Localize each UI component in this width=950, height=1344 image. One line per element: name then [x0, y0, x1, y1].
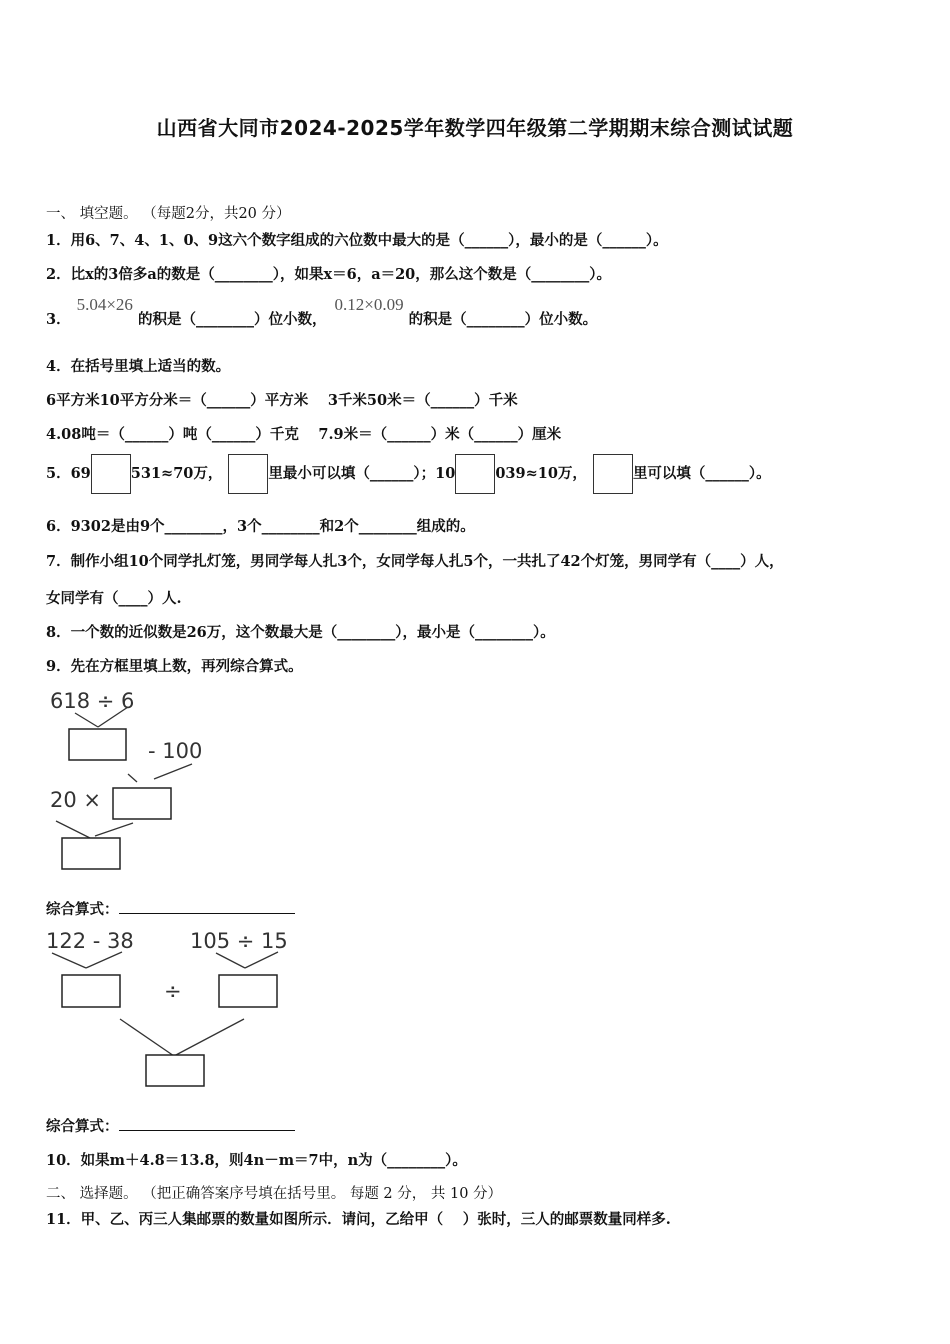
answer-box[interactable]	[593, 454, 633, 494]
question-8: 8．一个数的近似数是26万，这个数最大是（________），最小是（________）。	[46, 624, 555, 641]
diagram-2-divide-operator: ÷	[164, 979, 182, 1003]
answer-box[interactable]	[62, 838, 120, 869]
question-3-end: 的积是（________）位小数。	[408, 311, 598, 328]
formula-line-2	[46, 1115, 295, 1136]
question-3-middle: 的积是（________）位小数，	[138, 311, 327, 328]
connector-line	[95, 823, 133, 836]
question-10: 10．如果m＋4.8＝13.8，则4n－m＝7中，n为（________）。	[46, 1152, 467, 1169]
question-4-line-2: 4.08吨＝（______）吨（______）千克 7.9米＝（______）米（______）厘米	[46, 426, 562, 443]
answer-box[interactable]	[113, 788, 171, 819]
calculation-diagram-1	[40, 685, 260, 875]
question-4-intro: 4．在括号里填上适当的数。	[46, 358, 231, 375]
expression-2: 0.12×0.09	[334, 295, 404, 314]
question-5-part-3: 里最小可以填（______）；10	[268, 465, 456, 482]
question-11: 11．甲、乙、丙三人集邮票的数量如图所示．请问，乙给甲（ ）张时，三人的邮票数量同样多.	[46, 1211, 671, 1228]
question-3-number: 3．	[46, 311, 71, 328]
connector-line	[174, 1019, 244, 1056]
formula-label: 综合算式：	[46, 901, 119, 918]
question-1: 1．用6、7、4、1、0、9这六个数字组成的六位数中最大的是（______），最小的是（______）。	[46, 232, 668, 249]
question-5-part-1: 5．69	[46, 465, 91, 482]
connector-line	[245, 952, 278, 968]
answer-box[interactable]	[455, 454, 495, 494]
question-7-line-1: 7．制作小组10个同学扎灯笼，男同学每人扎3个，女同学每人扎5个，一共扎了42个灯笼，男同学有（____）人，	[46, 553, 784, 570]
question-2: 2．比x的3倍多a的数是（________），如果x＝6，a＝20，那么这个数是（________）。	[46, 266, 612, 283]
formula-line-1	[46, 898, 295, 919]
question-5-part-2: 531≈70万，	[130, 465, 223, 482]
formula-label: 综合算式：	[46, 1118, 119, 1135]
connector-line	[154, 764, 192, 779]
calculation-diagram-2	[40, 926, 320, 1091]
question-5-part-5: 里可以填（______）。	[632, 465, 771, 482]
question-3	[46, 295, 598, 329]
question-6: 6．9302是由9个________，3个________和2个________组成的。	[46, 518, 475, 535]
diagram-2-right-expression: 105 ÷ 15	[190, 929, 288, 953]
diagram-1-subtract-expression: - 100	[148, 739, 203, 763]
question-7-line-2: 女同学有（____）人.	[46, 590, 182, 607]
diagram-1-top-expression: 618 ÷ 6	[50, 689, 135, 713]
answer-box[interactable]	[146, 1055, 204, 1086]
connector-line	[56, 821, 90, 838]
connector-line	[75, 713, 98, 727]
formula-answer-line[interactable]	[119, 899, 295, 914]
question-9: 9．先在方框里填上数，再列综合算式。	[46, 658, 303, 675]
question-4-line-1: 6平方米10平方分米＝（______）平方米 3千米50米＝（______）千米	[46, 392, 518, 409]
expression-1: 5.04×26	[76, 295, 133, 314]
answer-box[interactable]	[219, 975, 277, 1007]
connector-line	[120, 1019, 174, 1056]
answer-box[interactable]	[91, 454, 131, 494]
section-heading-fill-blank: 一、 填空题。 （每题2分，共20 分）	[46, 206, 291, 222]
connector-line	[128, 774, 137, 782]
answer-box[interactable]	[228, 454, 268, 494]
answer-box[interactable]	[69, 729, 126, 760]
answer-box[interactable]	[62, 975, 120, 1007]
page-title: 山西省大同市2024-2025学年数学四年级第二学期期末综合测试试题	[156, 116, 794, 140]
question-5-part-4: 039≈10万，	[495, 465, 587, 482]
connector-line	[52, 953, 86, 968]
connector-line	[216, 953, 245, 968]
connector-line	[86, 952, 122, 968]
formula-answer-line[interactable]	[119, 1116, 295, 1131]
diagram-2-left-expression: 122 - 38	[46, 929, 134, 953]
section-heading-choice: 二、 选择题。 （把正确答案序号填在括号里。 每题 2 分， 共 10 分）	[46, 1186, 503, 1202]
question-5	[46, 454, 771, 494]
diagram-1-multiply-expression: 20 ×	[50, 788, 101, 812]
